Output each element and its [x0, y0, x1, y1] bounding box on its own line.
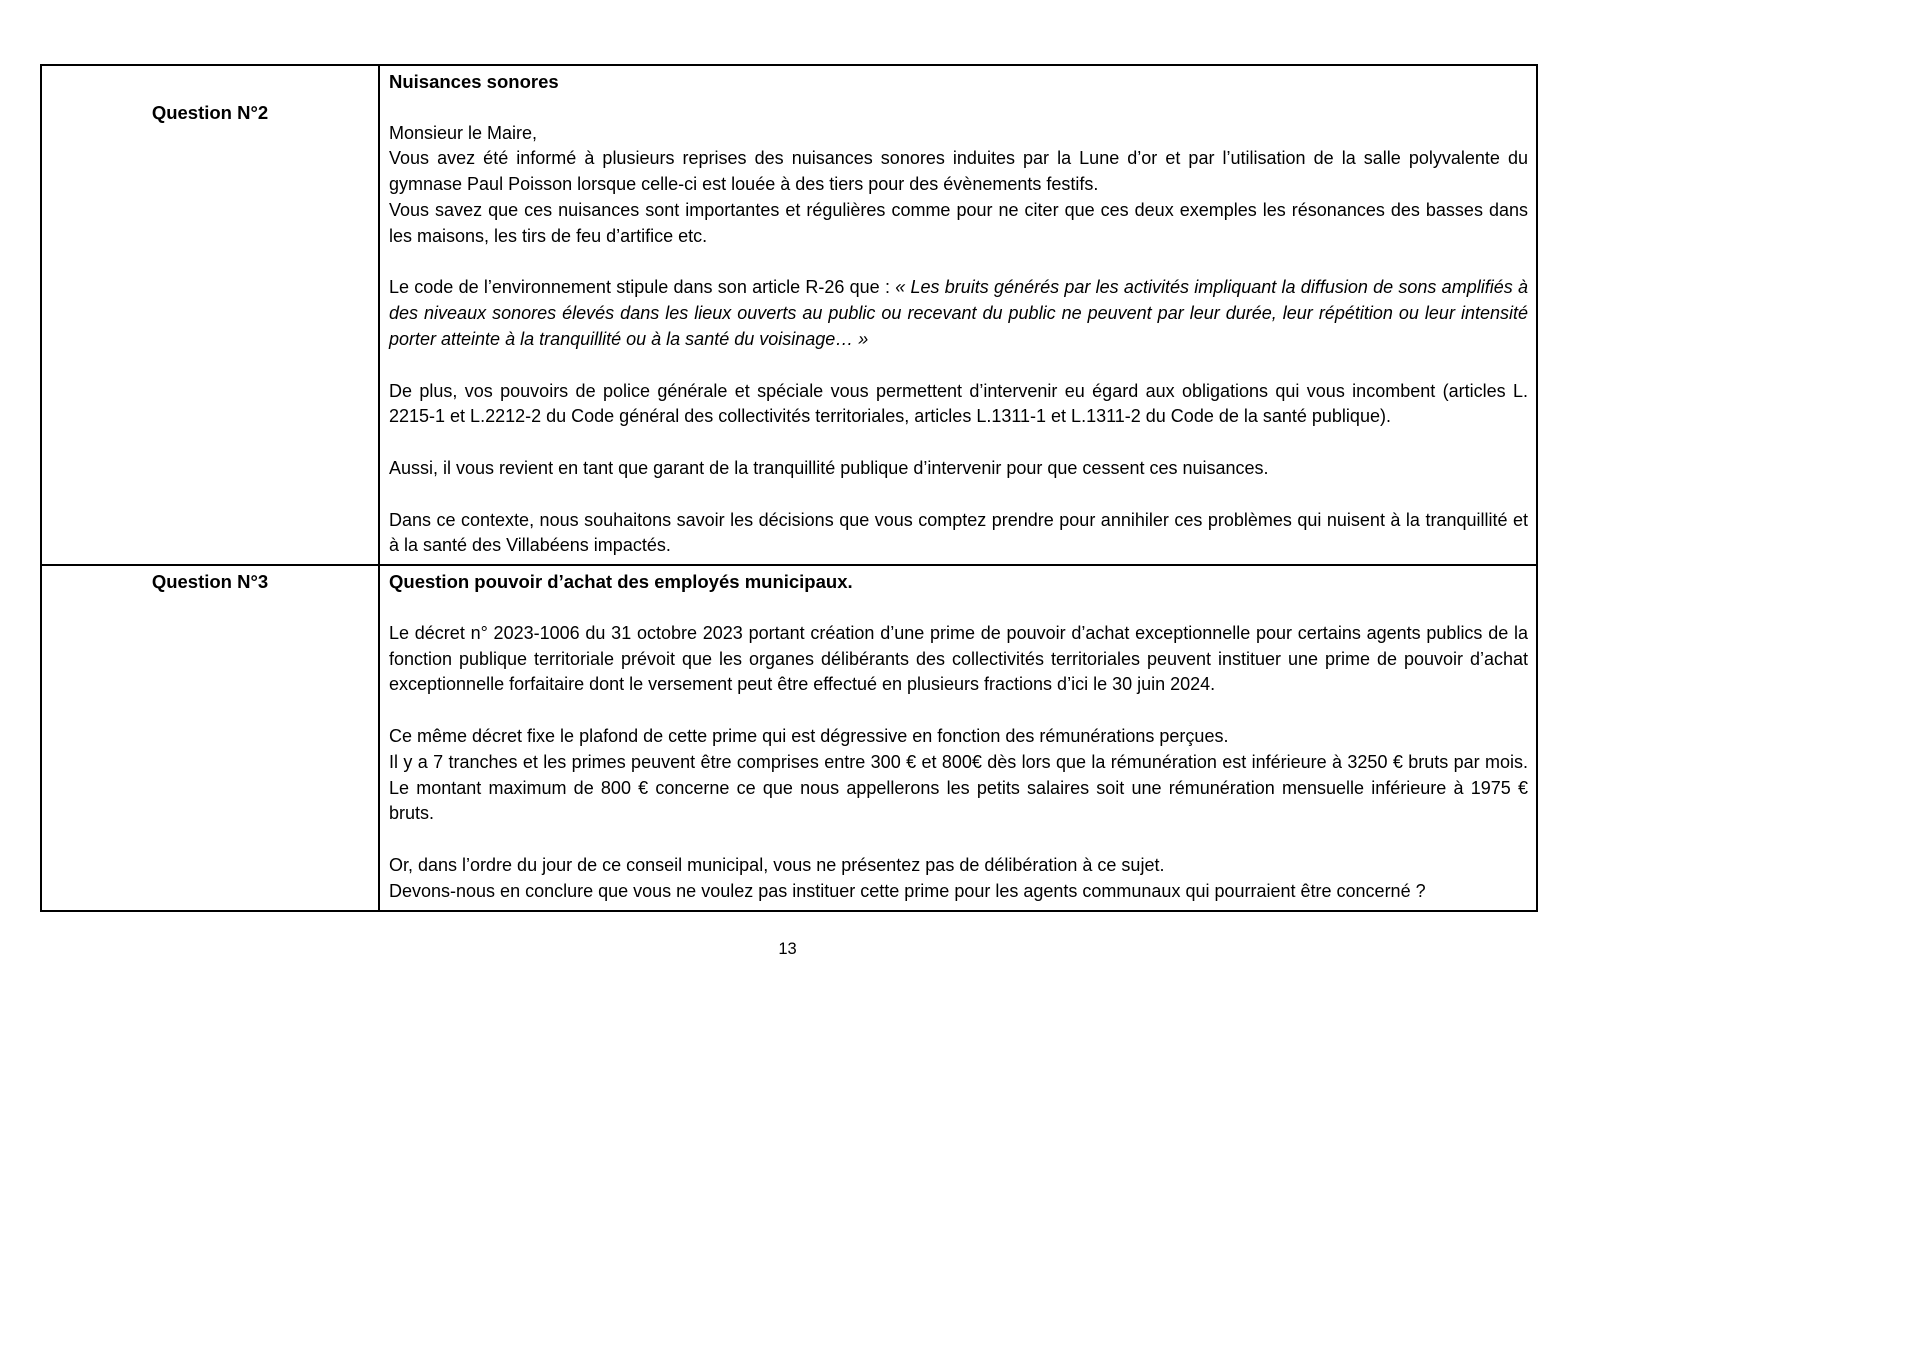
- text-segment: Vous savez que ces nuisances sont importantes et régulières comme pour ne citer que ces deux exemples les résonances des basses dans les maisons, les tirs de feu d’artifice etc.: [389, 199, 1528, 246]
- text-segment-italic: « Les bruits générés par les activités impliquant la diffusion de sons amplifiés à des niveaux sonores élevés dans les lieux ouverts au public ou recevant du public ne peuvent par leur durée, leur répétition ou leur intensité porter atteinte à la tranquillité ou à la santé du voisinage… »: [389, 277, 1528, 349]
- question-body: [389, 95, 1528, 559]
- text-segment: Ce même décret fixe le plafond de cette prime qui est dégressive en fonction des rémunérations perçues.: [389, 725, 1229, 746]
- paragraph: [389, 275, 1528, 352]
- paragraph: [389, 353, 1528, 379]
- text-segment: Dans ce contexte, nous souhaitons savoir les décisions que vous comptez prendre pour annihiler ces problèmes qui nuisent à la tranquillité et à la santé des Villabéens impactés.: [389, 509, 1528, 556]
- question-title: Question pouvoir d’achat des employés municipaux.: [389, 571, 853, 593]
- text-segment: Le décret n° 2023-1006 du 31 octobre 2023 portant création d’une prime de pouvoir d’achat exceptionnelle pour certains agents publics de la fonction publique territoriale prévoit que les organes délibérants des collectivités territoriales peuvent instituer une prime de pouvoir d’achat exceptionnelle forfaitaire dont le versement peut être effectué en plusieurs fractions d’ici le 30 juin 2024.: [389, 622, 1528, 695]
- paragraph: [389, 508, 1528, 560]
- question-body-cell: [379, 65, 1537, 565]
- question-label: Question N°2: [151, 102, 269, 123]
- paragraph: [389, 750, 1528, 827]
- questions-table-body: [41, 65, 1537, 911]
- paragraph: [389, 379, 1528, 431]
- paragraph: [389, 121, 1528, 147]
- paragraph: [389, 724, 1528, 750]
- question-body-cell: [379, 565, 1537, 910]
- paragraph: [389, 698, 1528, 724]
- text-segment: Vous avez été informé à plusieurs reprises des nuisances sonores induites par la Lune d’or et par l’utilisation de la salle polyvalente du gymnase Paul Poisson lorsque celle-ci est louée à des tiers pour des évènements festifs.: [389, 148, 1528, 195]
- text-segment: Or, dans l’ordre du jour de ce conseil municipal, vous ne présentez pas de délibération à ce sujet.: [389, 854, 1165, 875]
- paragraph: [389, 430, 1528, 456]
- paragraph: [389, 621, 1528, 698]
- question-title: Nuisances sonores: [389, 71, 559, 92]
- paragraph: [389, 198, 1528, 250]
- text-segment: Le code de l’environnement stipule dans son article R-26 que :: [389, 277, 896, 298]
- text-segment: Aussi, il vous revient en tant que garant de la tranquillité publique d’intervenir pour que cessent ces nuisances.: [389, 457, 1269, 478]
- paragraph: [389, 482, 1528, 508]
- questions-table: [40, 64, 1538, 912]
- question-body: [389, 595, 1528, 905]
- text-segment: De plus, vos pouvoirs de police générale et spéciale vous permettent d’intervenir eu égard aux obligations qui vous incombent (articles L. 2215-1 et L.2212-2 du Code général des collectivités territoriales, articles L.1311-1 et L.1311-2 du Code de la santé publique).: [389, 380, 1528, 427]
- paragraph: [389, 853, 1528, 879]
- text-segment: Monsieur le Maire,: [389, 122, 538, 143]
- text-segment: Devons-nous en conclure que vous ne voulez pas instituer cette prime pour les agents communaux qui pourraient être concerné ?: [389, 880, 1426, 901]
- page-number: 13: [778, 939, 797, 958]
- paragraph: [389, 146, 1528, 198]
- question-label-cell: [41, 65, 379, 565]
- text-segment: Il y a 7 tranches et les primes peuvent être comprises entre 300 € et 800€ dès lors que la rémunération est inférieure à 3250 € bruts par mois. Le montant maximum de 800 € concerne ce que nous appellerons les petits salaires soit une rémunération mensuelle inférieure à 1975 € bruts.: [389, 751, 1528, 824]
- question-label: Question N°3: [151, 571, 269, 593]
- paragraph: [389, 827, 1528, 853]
- paragraph: [389, 95, 1528, 121]
- paragraph: [389, 879, 1528, 905]
- question-row: [41, 65, 1537, 565]
- question-label-cell: [41, 565, 379, 910]
- paragraph: [389, 595, 1528, 621]
- paragraph: [389, 250, 1528, 276]
- paragraph: [389, 456, 1528, 482]
- question-row: [41, 565, 1537, 910]
